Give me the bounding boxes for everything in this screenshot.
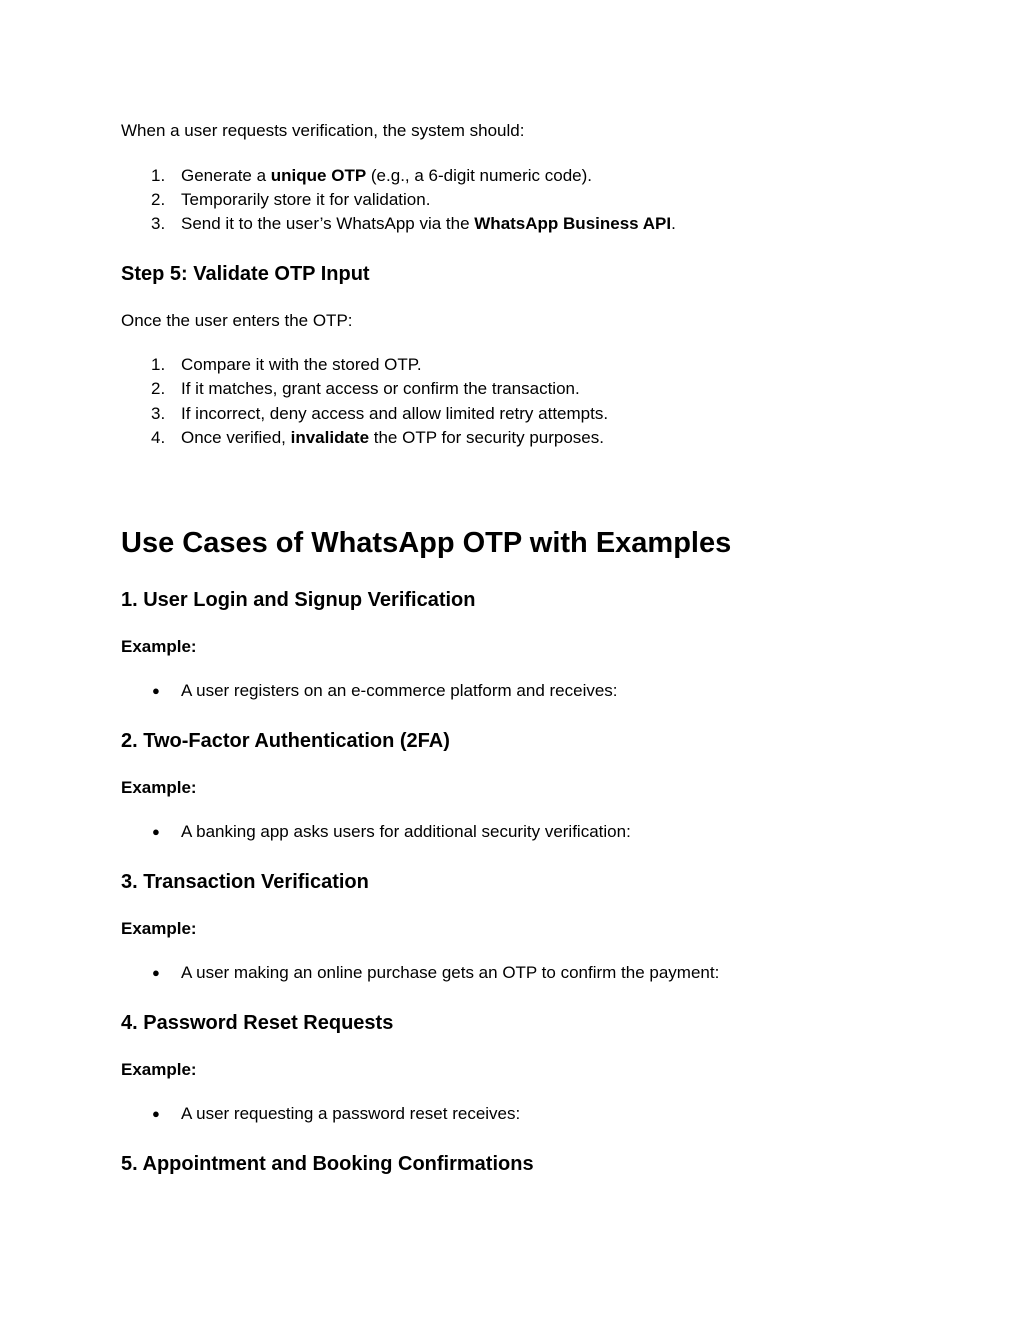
use-cases-title: Use Cases of WhatsApp OTP with Examples xyxy=(121,527,732,559)
example-label: Example: xyxy=(121,637,197,656)
list-number: 1. xyxy=(151,166,166,185)
bullet-item-text: A user registers on an e-commerce platform and receives: xyxy=(181,681,618,700)
bullet-item xyxy=(121,821,921,843)
list-item xyxy=(121,427,921,449)
step5-intro: Once the user enters the OTP: xyxy=(121,311,353,330)
list-number: 3. xyxy=(151,404,166,423)
list-item xyxy=(121,354,921,376)
list-number: 2. xyxy=(151,379,166,398)
intro-paragraph: When a user requests verification, the system should: xyxy=(121,121,525,140)
bullet-item xyxy=(121,1103,921,1125)
bullet-item-text: A user making an online purchase gets an OTP to confirm the payment: xyxy=(181,963,720,982)
use-case-heading: 5. Appointment and Booking Confirmations xyxy=(121,1153,534,1175)
bullet-icon: ● xyxy=(152,683,160,698)
list-item xyxy=(121,403,921,425)
bullet-icon: ● xyxy=(152,1106,160,1121)
list-item-text: Once verified, invalidate the OTP for security purposes. xyxy=(181,428,604,447)
list-item xyxy=(121,165,921,187)
list-number: 4. xyxy=(151,428,166,447)
list-number: 2. xyxy=(151,190,166,209)
list-number: 3. xyxy=(151,214,166,233)
bullet-item xyxy=(121,680,921,702)
list-item-text: Generate a unique OTP (e.g., a 6-digit numeric code). xyxy=(181,166,592,185)
use-case-heading: 4. Password Reset Requests xyxy=(121,1012,394,1034)
use-case-heading: 1. User Login and Signup Verification xyxy=(121,589,476,611)
example-label: Example: xyxy=(121,919,197,938)
list-item-text: Send it to the user’s WhatsApp via the WhatsApp Business API. xyxy=(181,214,676,233)
step5-heading: Step 5: Validate OTP Input xyxy=(121,263,370,285)
list-item xyxy=(121,213,921,235)
list-item-text: If incorrect, deny access and allow limited retry attempts. xyxy=(181,404,609,423)
bullet-item-text: A banking app asks users for additional security verification: xyxy=(181,822,631,841)
list-item-text: Compare it with the stored OTP. xyxy=(181,355,422,374)
use-case-heading: 2. Two-Factor Authentication (2FA) xyxy=(121,730,450,752)
list-item xyxy=(121,189,921,211)
example-label: Example: xyxy=(121,1060,197,1079)
list-number: 1. xyxy=(151,355,166,374)
example-label: Example: xyxy=(121,778,197,797)
bullet-item-text: A user requesting a password reset receives: xyxy=(181,1104,521,1123)
use-case-heading: 3. Transaction Verification xyxy=(121,871,369,893)
bullet-icon: ● xyxy=(152,824,160,839)
bullet-item xyxy=(121,962,921,984)
bullet-icon: ● xyxy=(152,965,160,980)
list-item xyxy=(121,378,921,400)
list-item-text: Temporarily store it for validation. xyxy=(181,190,431,209)
list-item-text: If it matches, grant access or confirm the transaction. xyxy=(181,379,580,398)
